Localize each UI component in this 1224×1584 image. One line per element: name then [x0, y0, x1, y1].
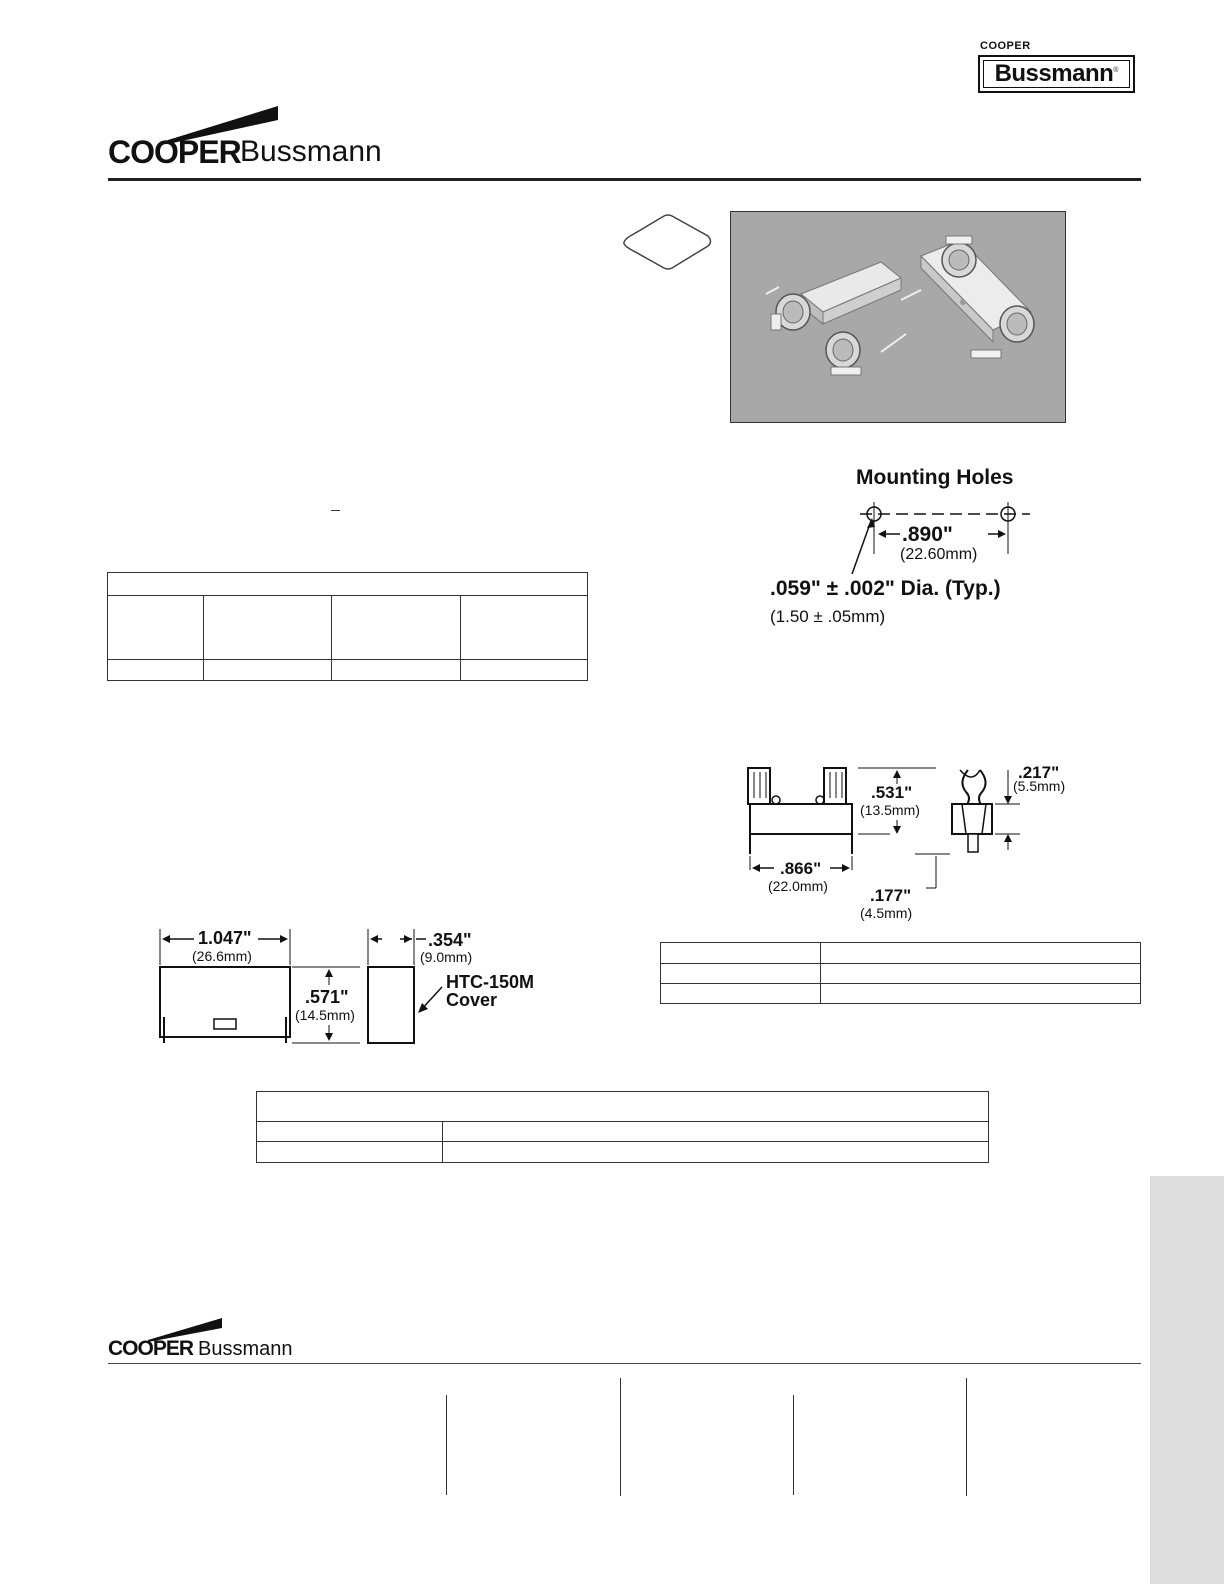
- footer-divider: [620, 1378, 621, 1496]
- footer-logo: [108, 1316, 308, 1360]
- hole-spacing-mm: (22.60mm): [900, 546, 978, 563]
- cover-label-word: Cover: [446, 990, 498, 1010]
- clip-height-in: .217": [1018, 763, 1060, 782]
- cover-length-in: 1.047": [198, 928, 252, 948]
- pin-length-mm: (4.5mm): [860, 905, 913, 921]
- cover-dimension-drawing: [150, 925, 550, 1050]
- footer-logo-bussmann: Bussmann: [198, 1338, 293, 1360]
- mounting-holes-title: Mounting Holes: [856, 466, 1014, 489]
- cover-height-in: .571": [305, 987, 349, 1007]
- hole-diameter-mm: (1.50 ± .05mm): [770, 607, 886, 626]
- footer-divider: [793, 1395, 794, 1495]
- main-logo: [108, 104, 398, 168]
- holder-height-in: .531": [871, 783, 913, 802]
- mounting-holes-drawing: [760, 466, 1050, 636]
- cover-depth-in: .354": [428, 930, 472, 950]
- side-tab: [1150, 1176, 1224, 1584]
- cover-label-part: HTC-150M: [446, 972, 535, 992]
- product-photo: [730, 211, 1066, 423]
- clip-height-mm: (5.5mm): [1013, 778, 1066, 794]
- footer-divider: [446, 1395, 447, 1495]
- cover-height-mm: (14.5mm): [295, 1007, 355, 1023]
- small-logo-bussmann: Bussmann: [994, 60, 1114, 87]
- cover-depth-mm: (9.0mm): [420, 949, 473, 965]
- rating-table: [107, 572, 588, 681]
- hole-spacing-in: .890": [902, 523, 953, 546]
- header-rule: [108, 178, 1141, 181]
- footer-logo-cooper: COOPER: [108, 1337, 194, 1360]
- registered-mark: ®: [1113, 67, 1119, 74]
- small-logo-box: [978, 55, 1135, 93]
- holder-height-mm: (13.5mm): [860, 802, 920, 818]
- cover-length-mm: (26.6mm): [192, 948, 252, 964]
- holder-dimension-drawing: [740, 758, 1080, 928]
- stray-mark: [331, 510, 340, 511]
- main-logo-bussmann: Bussmann: [240, 135, 382, 168]
- holder-width-mm: (22.0mm): [768, 878, 828, 894]
- fuse-holder-image: [731, 212, 1065, 422]
- small-logo-cooper: COOPER: [980, 40, 1031, 52]
- diamond-icon: [620, 212, 716, 272]
- footer-rule: [108, 1363, 1141, 1364]
- catalog-table: [660, 942, 1141, 1004]
- hole-diameter-in: .059" ± .002" Dia. (Typ.): [770, 577, 1001, 600]
- holder-width-in: .866": [780, 859, 822, 878]
- footer-divider: [966, 1378, 967, 1496]
- main-logo-cooper: COOPER: [108, 134, 241, 170]
- pin-length-in: .177": [870, 886, 912, 905]
- accessory-table: [256, 1091, 989, 1163]
